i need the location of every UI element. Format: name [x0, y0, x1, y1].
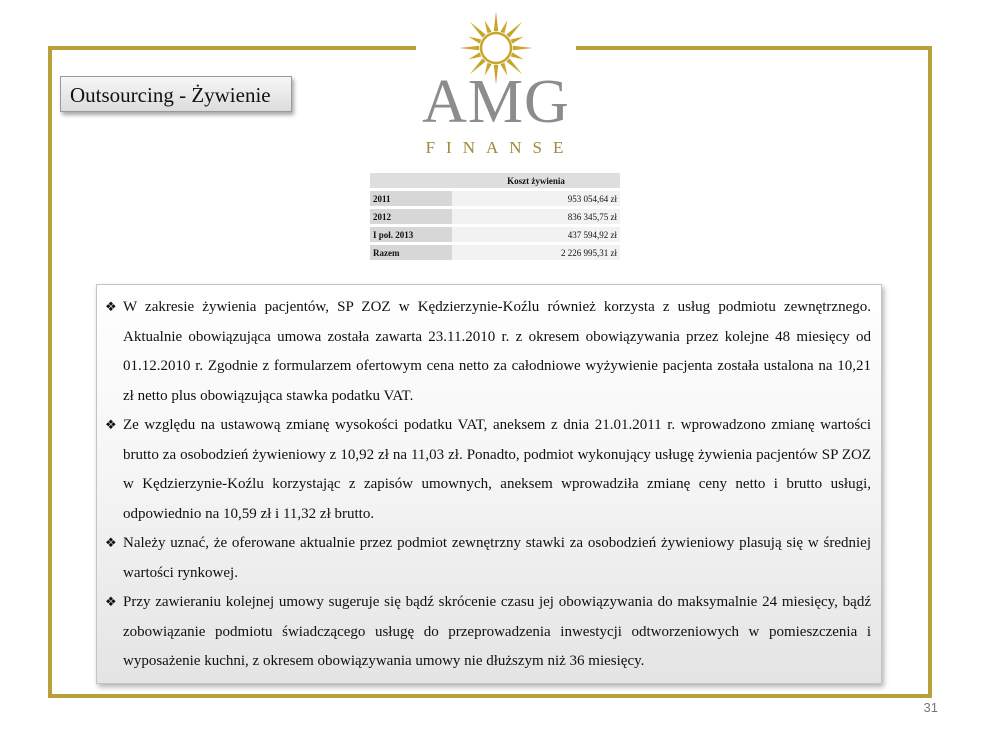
sun-ray — [511, 37, 524, 44]
row-value: 437 594,92 zł — [452, 227, 620, 242]
amg-finanse-logo — [416, 6, 576, 156]
bullet-paragraph — [105, 588, 871, 677]
table-row — [370, 209, 620, 224]
sun-ray — [459, 46, 479, 50]
table-header-row — [370, 173, 620, 188]
diamond-bullet-icon: ❖ — [105, 300, 117, 315]
sun-ray — [494, 11, 498, 31]
slide-title: Outsourcing - Żywienie — [60, 76, 292, 112]
sun-ray — [470, 22, 486, 38]
sun-ray — [468, 37, 481, 44]
bullet-text: Ze względu na ustawową zmianę wysokości podatku VAT, aneksem z dnia 21.01.2011 r. wprowadzono zmianę wartości brutto za osobodzień żywieniowy z 10,92 zł na 11,03 zł. Ponadto, podmiot wykonujący usługę żywienia pacjentów SP ZOZ w Kędzierzynie-Koźlu korzystając z zapisów umownych, aneksem wprowadziła zmianę ceny netto i brutto usługi, odpowiednio na 10,59 zł i 11,32 zł brutto. — [123, 417, 871, 522]
sun-ray — [485, 20, 492, 33]
row-label: Razem — [370, 245, 452, 260]
content-box — [96, 284, 882, 684]
sun-ray — [513, 46, 533, 50]
bullet-paragraph — [105, 293, 871, 411]
row-label: I poł. 2013 — [370, 227, 452, 242]
diamond-bullet-icon: ❖ — [105, 595, 117, 610]
bullet-paragraph — [105, 411, 871, 529]
row-value: 953 054,64 zł — [452, 191, 620, 206]
diamond-bullet-icon: ❖ — [105, 536, 117, 551]
row-label: 2011 — [370, 191, 452, 206]
sun-ray — [468, 52, 481, 59]
table-row — [370, 227, 620, 242]
logo-wordmark: AMG — [422, 68, 570, 136]
table-row — [370, 191, 620, 206]
cost-table — [370, 170, 620, 263]
page-number: 31 — [923, 700, 938, 715]
sun-ray — [511, 52, 524, 59]
bullet-paragraph — [105, 529, 871, 588]
diamond-bullet-icon: ❖ — [105, 418, 117, 433]
table-row — [370, 245, 620, 260]
row-value: 2 226 995,31 zł — [452, 245, 620, 260]
bullet-text: Przy zawieraniu kolejnej umowy sugeruje się bądź skrócenie czasu jej obowiązywania do maksymalnie 24 miesięcy, bądź zobowiązanie podmiotu świadczącego usługę do przeprowadzenia inwestycji odtworzeniowych w pomieszczenia i wyposażenie kuchni, z okresem obowiązywania umowy nie dłuższym niż 36 miesięcy. — [123, 594, 871, 669]
bullet-text: Należy uznać, że oferowane aktualnie przez podmiot zewnętrzny stawki za osobodzień żywieniowy plasują się w średniej wartości rynkowej. — [123, 535, 871, 581]
sun-ray — [500, 20, 507, 33]
logo-subtitle: FINANSE — [425, 138, 575, 157]
header-corner-cell — [370, 173, 452, 188]
sun-ray — [506, 22, 522, 38]
row-value: 836 345,75 zł — [452, 209, 620, 224]
bullet-text: W zakresie żywienia pacjentów, SP ZOZ w Kędzierzynie-Koźlu również korzysta z usług podmiotu zewnętrznego. Aktualnie obowiązująca umowa została zawarta 23.11.2010 r. z okresem obowiązywania przez kolejne 48 miesięcy od 01.12.2010 r. Zgodnie z formularzem ofertowym cena netto za całodniowe wyżywienie pacjenta została ustalona na 10,21 zł netto plus obowiązująca stawka podatku VAT. — [123, 299, 871, 404]
row-label: 2012 — [370, 209, 452, 224]
column-header: Koszt żywienia — [452, 173, 620, 188]
